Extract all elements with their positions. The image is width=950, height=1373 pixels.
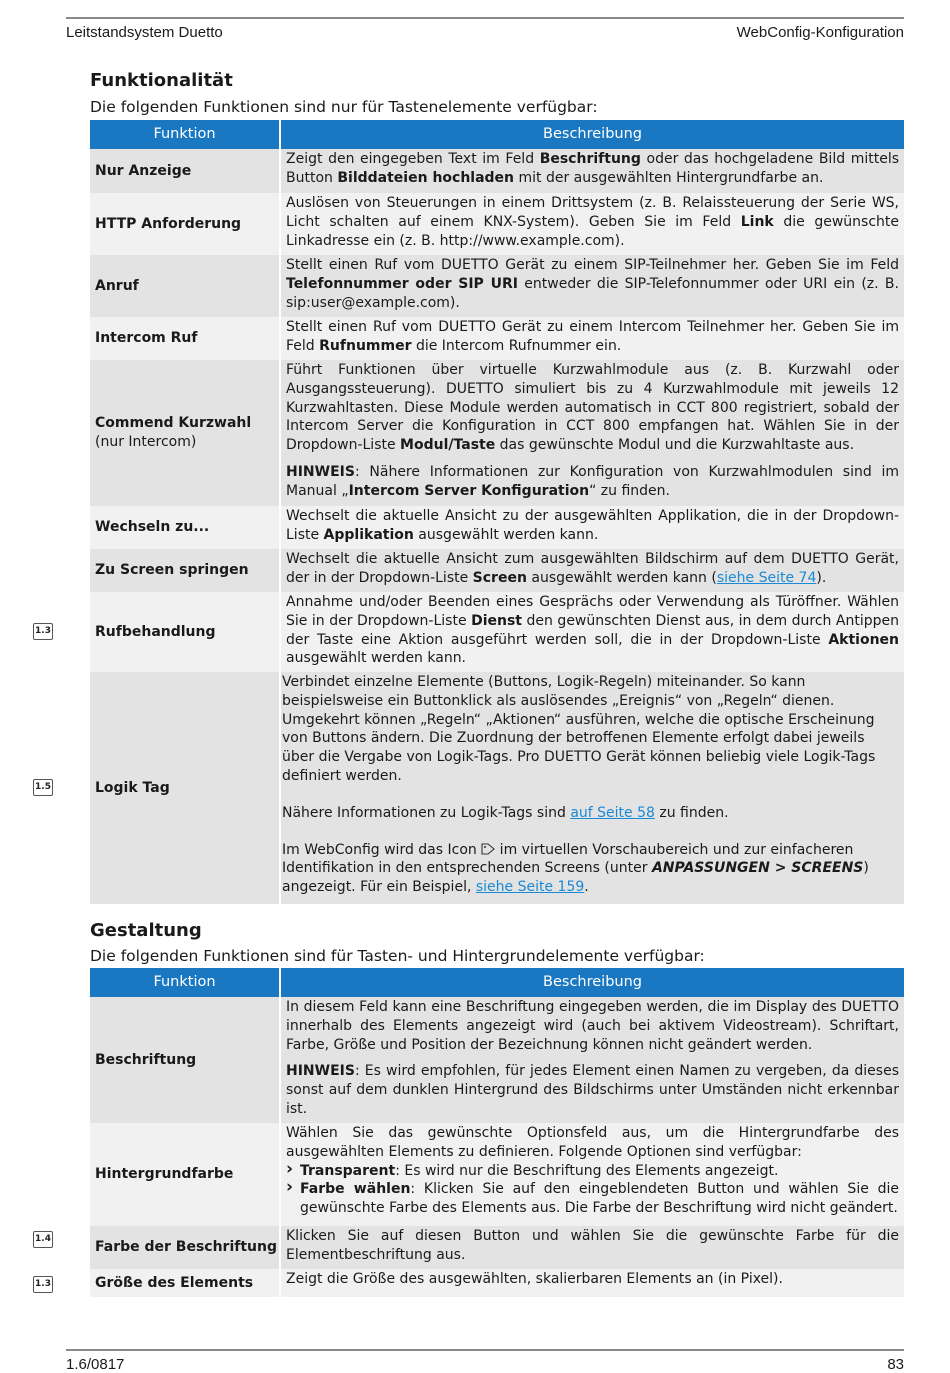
function-name: Rufbehandlung [90,592,281,672]
column-header-function: Funktion [90,968,281,997]
function-name-note: (nur Intercom) [95,434,197,450]
list-item: › Farbe wählen: Klicken Sie auf den eingeblendeten Button und wählen Sie die gewünschte Farbe des Elements aus. Die Farbe der Beschriftung wird nicht geändert. [286,1180,899,1218]
note-paragraph: HINWEIS: Es wird empfohlen, für jedes Element einen Namen zu vergeben, da dieses sonst auf dem dunklen Hintergrund des Bildschirms unter Umständen nicht erkennbar ist. [286,1063,899,1117]
table-row [90,997,904,1123]
revision-marker: 1.3 [33,1276,53,1293]
function-name: Commend Kurzwahl (nur Intercom) [90,360,281,506]
table-row [90,317,904,360]
table-row [90,506,904,549]
header-right: WebConfig-Konfiguration [736,24,904,41]
page-link[interactable]: auf Seite 58 [570,804,655,821]
function-description: Wechselt die aktuelle Ansicht zu der ausgewählten Applikation, die in der Dropdown-Liste Applikation ausgewählt werden kann. [281,506,904,549]
section-intro-gestaltung: Die folgenden Funktionen sind für Tasten- und Hintergrundelemente verfügbar: [90,947,705,965]
table-row [90,1269,904,1297]
function-table [90,120,904,904]
function-description: Führt Funktionen über virtuelle Kurzwahlmodule aus (z. B. Kurzwahl oder Ausgangssteuerung). DUETTO simuliert bis zu 4 Kurzwahlmodule mit jeweils 12 Kurzwahltasten. Diese Module werden automatisch in CCT 800 registriert, sobald der Intercom Server die Konfiguration in CCT 800 empfangen hat. Wählen Sie in der Dropdown-Liste Modul/Taste das gewünschte Modul und die Kurzwahltaste aus. HINWEIS: Nähere Informationen zur Konfiguration von Kurzwahlmodulen sind im Manual „Intercom Server Konfiguration“ zu finden. [281,360,904,506]
tag-icon [481,842,495,854]
section-title-gestaltung: Gestaltung [90,920,202,941]
function-description: Auslösen von Steuerungen in einem Drittsystem (z. B. Relaissteuerung der Serie WS, Licht schalten auf einem KNX-System). Geben Sie im Feld Link die gewünschte Linkadresse ein (z. B. http://www.example.com). [281,193,904,255]
page-number: 83 [887,1356,904,1373]
function-name: Hintergrundfarbe [90,1123,281,1226]
function-name: Anruf [90,255,281,317]
function-name: Wechseln zu... [90,506,281,549]
table-row [90,360,904,506]
function-name: Zu Screen springen [90,549,281,592]
page-link[interactable]: siehe Seite 74 [716,569,817,586]
footer-left: 1.6/0817 [66,1356,125,1373]
function-description: Verbindet einzelne Elemente (Buttons, Logik-Regeln) miteinander. So kann beispielsweise ein Buttonklick als auslösendes „Ereignis“ von „Regeln“ dienen. Umgekehrt können „Regeln“ „Aktionen“ ausführen, welche die optische Erscheinung von Buttons ändern. Die Zuordnung der betroffenen Elemente erfolgt dabei jeweils über die Vergabe von Logik-Tags. Pro DUETTO Gerät können beliebig viele Logik-Tags definiert werden. Nähere Informationen zu Logik-Tags sind auf Seite 58 zu finden. Im WebConfig wird das Icon im virtuellen Vorschaubereich und zur einfacheren Identifikation in den entsprechenden Screens (unter ANPASSUNGEN > SCREENS) angezeigt. Für ein Beispiel, siehe Seite 159. [281,672,904,904]
function-name: Nur Anzeige [90,149,281,193]
function-name: Farbe der Beschriftung [90,1226,281,1269]
function-name: Beschriftung [90,997,281,1123]
function-description: Stellt einen Ruf vom DUETTO Gerät zu einem Intercom Teilnehmer her. Geben Sie im Feld Rufnummer die Intercom Rufnummer ein. [281,317,904,360]
function-name: HTTP Anforderung [90,193,281,255]
section-intro-funktionalitaet: Die folgenden Funktionen sind nur für Tastenelemente verfügbar: [90,98,598,116]
function-description: Wählen Sie das gewünschte Optionsfeld aus, um die Hintergrundfarbe des ausgewählten Elements zu definieren. Folgende Optionen sind verfügbar: › Transparent: Es wird nur die Beschriftung des Elements angezeigt. › Farbe wählen: Klicken Sie auf den eingeblendeten Button und wählen Sie die gewünschte Farbe des Elements aus. Die Farbe der Beschriftung wird nicht geändert. [281,1123,904,1226]
function-description: In diesem Feld kann eine Beschriftung eingegeben werden, die im Display des DUETTO innerhalb des Elements angezeigt wird (auch bei aktivem Videostream). Schriftart, Farbe, Größe und Position der Bezeichnung können nicht geändert werden. HINWEIS: Es wird empfohlen, für jedes Element einen Namen zu vergeben, da dieses sonst auf dem dunklen Hintergrund des Bildschirms unter Umständen nicht erkennbar ist. [281,997,904,1123]
function-name: Logik Tag [90,672,281,904]
column-header-function: Funktion [90,120,281,149]
table-row [90,549,904,592]
page-link[interactable]: siehe Seite 159 [475,879,585,896]
revision-marker: 1.5 [33,779,53,796]
option-list [286,1162,899,1218]
footer-rule [66,1349,904,1351]
table-row [90,193,904,255]
function-description: Zeigt die Größe des ausgewählten, skalierbaren Elements an (in Pixel). [281,1269,904,1297]
table-row [90,672,904,904]
table-row [90,592,904,672]
table-row [90,255,904,317]
note-paragraph: HINWEIS: Nähere Informationen zur Konfiguration von Kurzwahlmodulen sind im Manual „Intercom Server Konfiguration“ zu finden. [286,463,899,499]
function-description: Wechselt die aktuelle Ansicht zum ausgewählten Bildschirm auf dem DUETTO Gerät, der in der Dropdown-Liste Screen ausgewählt werden kann (siehe Seite 74). [281,549,904,592]
revision-marker: 1.4 [33,1231,53,1248]
function-description: Zeigt den eingegeben Text im Feld Beschriftung oder das hochgeladene Bild mittels Button Bilddateien hochladen mit der ausgewählten Hintergrundfarbe an. [281,149,904,193]
revision-marker: 1.3 [33,623,53,640]
function-description: Stellt einen Ruf vom DUETTO Gerät zu einem SIP-Teilnehmer her. Geben Sie im Feld Telefonnummer oder SIP URI entweder die SIP-Telefonnummer oder URI ein (z. B. sip:user@example.com). [281,255,904,317]
function-name: Intercom Ruf [90,317,281,360]
table-row [90,1123,904,1226]
column-header-description: Beschreibung [281,968,904,997]
function-name: Größe des Elements [90,1269,281,1297]
section-title-funktionalitaet: Funktionalität [90,70,233,91]
function-description: Annahme und/oder Beenden eines Gesprächs oder Verwendung als Türöffner. Wählen Sie in der Dropdown-Liste Dienst den gewünschten Dienst aus, in dem durch Antippen der Taste eine Aktion ausgeführt werden soll, die in der Dropdown-Liste Aktionen ausgewählt werden kann. [281,592,904,672]
header-rule [66,17,904,19]
table-row [90,149,904,193]
function-description: Klicken Sie auf diesen Button und wählen Sie die gewünschte Farbe für die Elementbeschriftung aus. [281,1226,904,1269]
design-table [90,968,904,1297]
list-item: › Transparent: Es wird nur die Beschriftung des Elements angezeigt. [286,1162,899,1181]
header-left: Leitstandsystem Duetto [66,24,223,41]
column-header-description: Beschreibung [281,120,904,149]
table-row [90,1226,904,1269]
